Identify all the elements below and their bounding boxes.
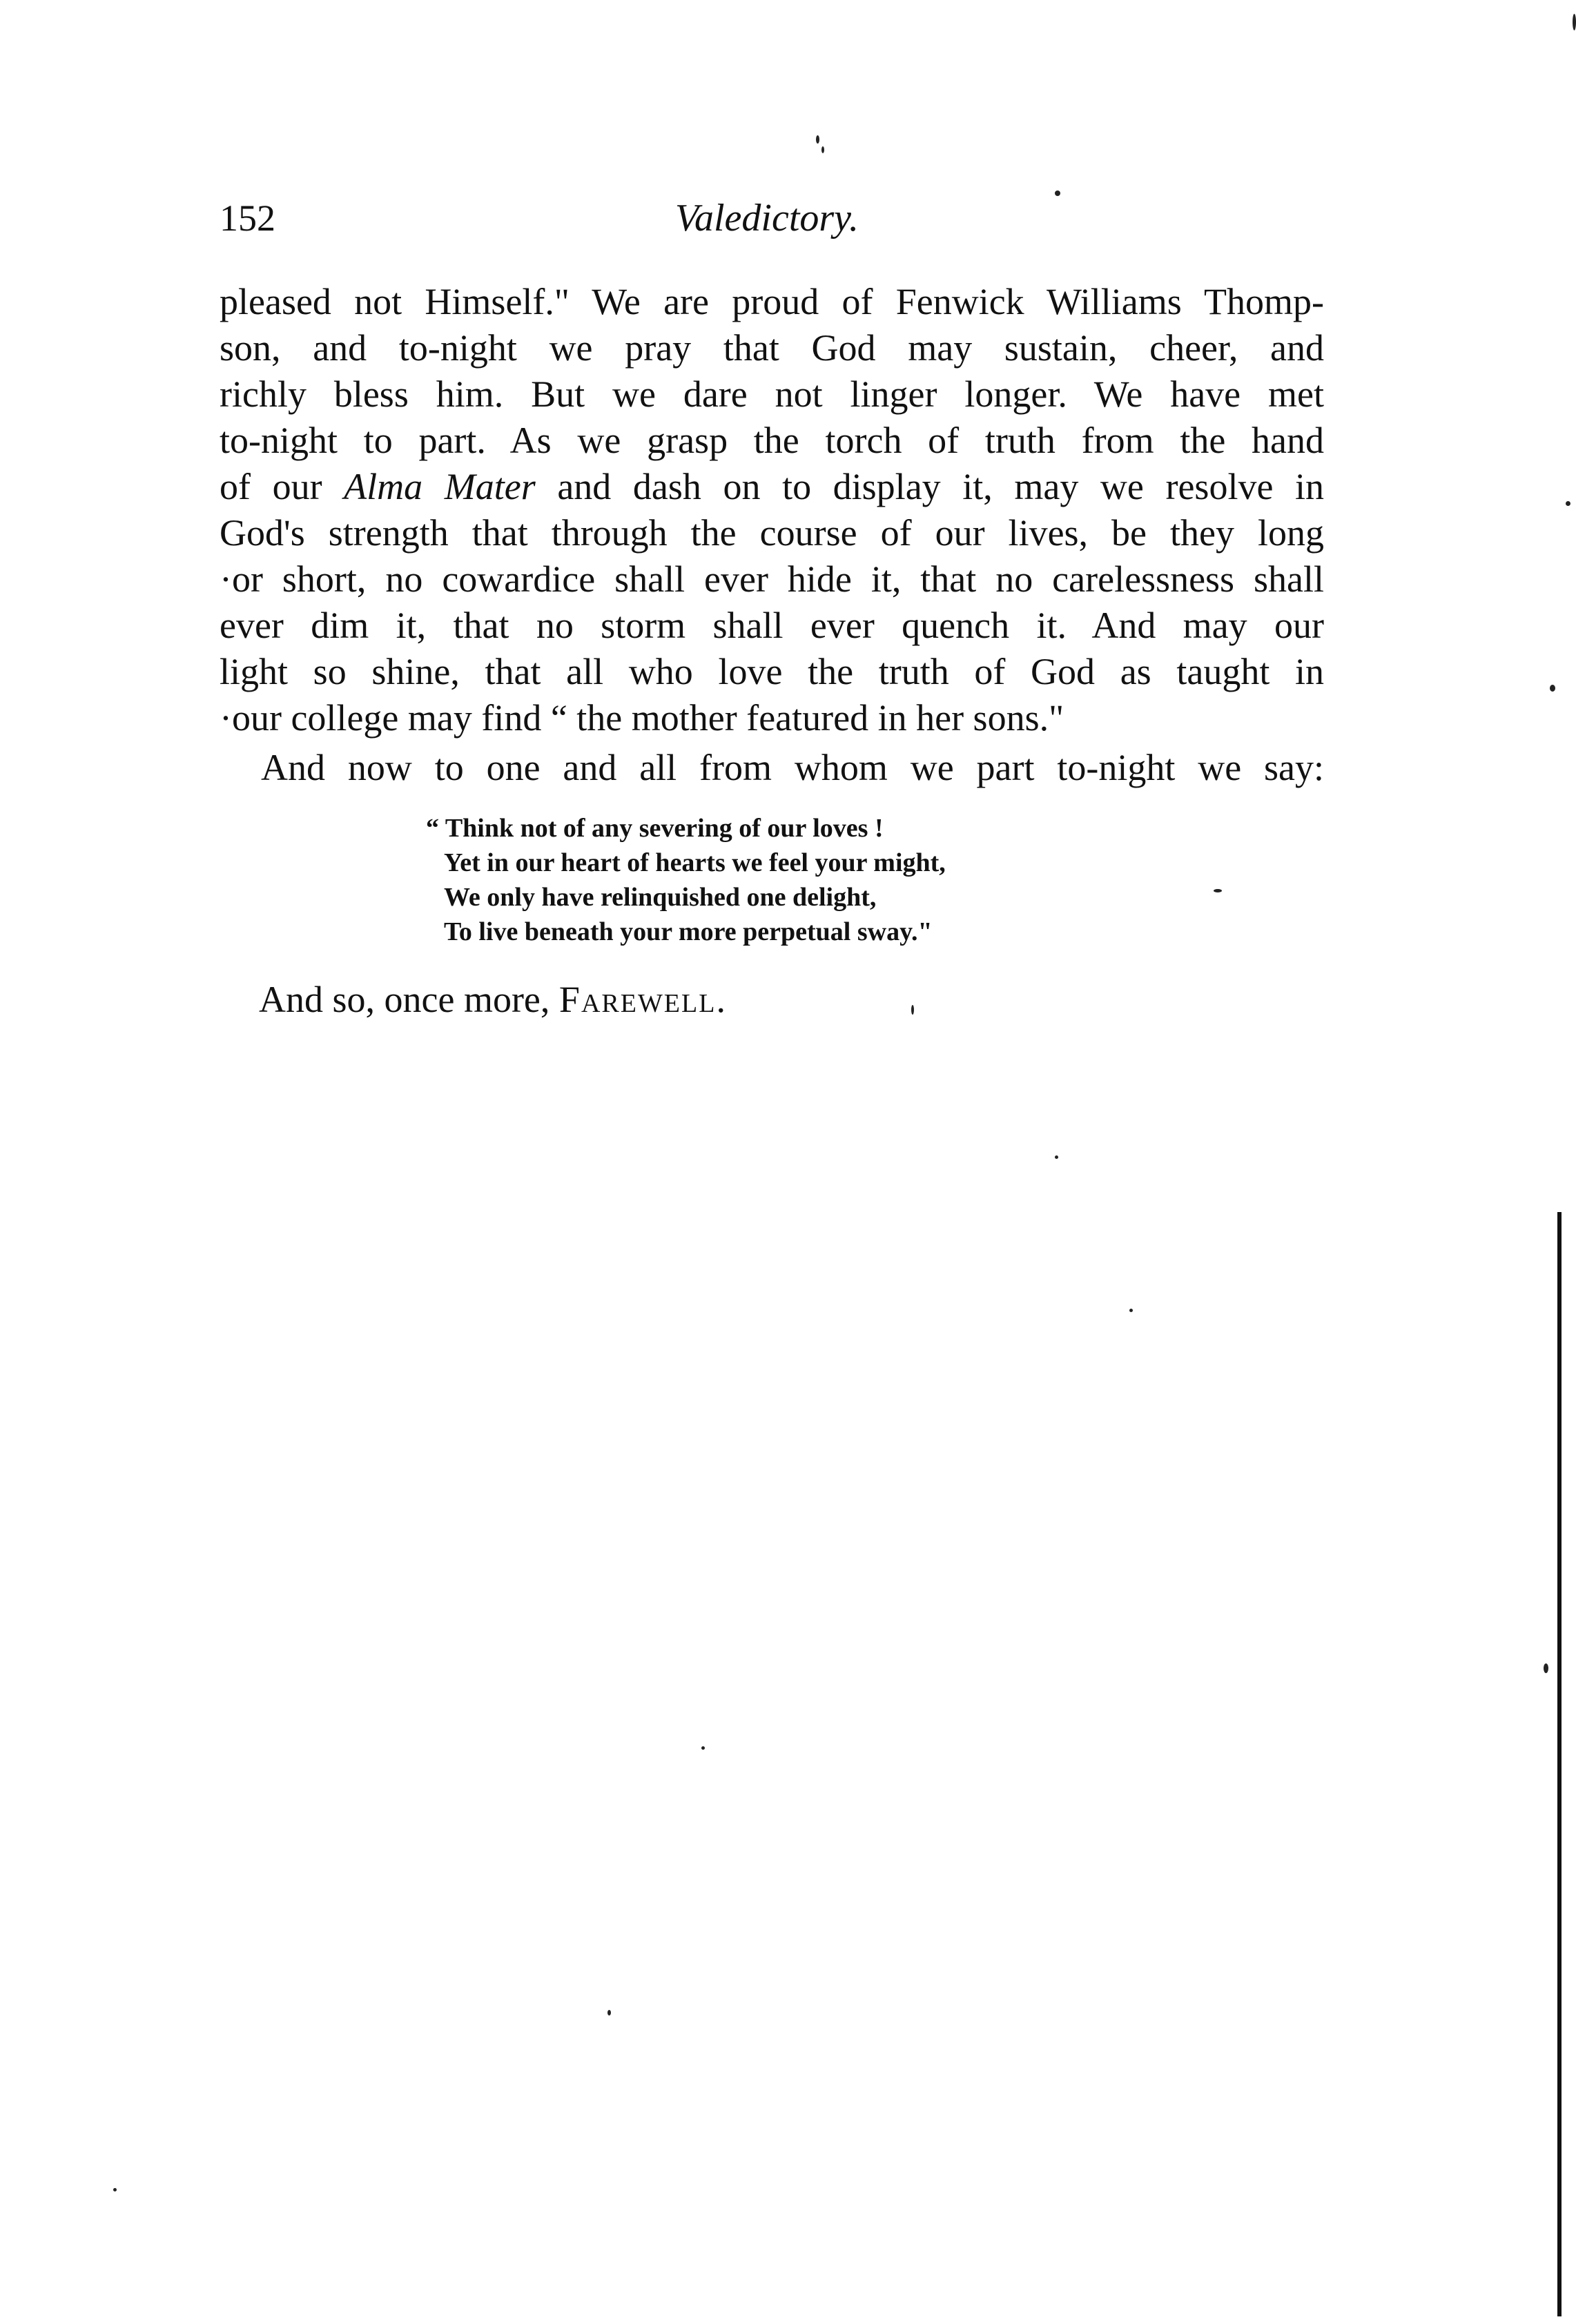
page-edge-line: [1557, 1212, 1562, 2316]
running-head: Valedictory.: [675, 197, 859, 240]
closing-line: [259, 977, 727, 1023]
text-line: light so shine, that all who love the truth of God as taught in: [220, 651, 1324, 692]
text-line: [220, 464, 1324, 510]
text-line: ·or short, no cowardice shall ever hide it, that no carelessness shall: [220, 558, 1324, 600]
scan-speck: [1214, 889, 1222, 892]
text-line: ·our college may find “ the mother featured in her sons.": [220, 697, 1064, 739]
closing-text: And so, once more,: [259, 979, 559, 1020]
page-number: 152: [220, 197, 275, 239]
text-line: God's strength that through the course of our lives, be they long: [220, 512, 1324, 554]
scan-speck: [607, 2010, 611, 2015]
text-fragment: of our: [220, 466, 344, 507]
poem-quote: [426, 811, 946, 949]
scan-speck: [1573, 14, 1576, 30]
farewell-smallcaps: Farewell.: [558, 979, 727, 1020]
poem-line: Yet in our heart of hearts we feel your might,: [444, 848, 946, 877]
scan-speck: [1129, 1309, 1133, 1312]
scan-speck: [1550, 685, 1555, 692]
poem-line: We only have relinquished one delight,: [444, 883, 877, 912]
scan-speck: [911, 1005, 914, 1015]
text-line: richly bless him. But we dare not linger longer. We have met: [220, 373, 1324, 415]
text-line: son, and to-night we pray that God may sustain, cheer, and: [220, 327, 1324, 369]
scan-speck: [701, 1746, 705, 1750]
alma-mater-italic: Alma Mater: [344, 466, 536, 507]
text-line: And now to one and all from whom we part to-night we say:: [261, 747, 1324, 788]
text-fragment: and dash on to display it, may we resolve in: [535, 466, 1325, 507]
scan-speck: [1055, 1155, 1058, 1159]
text-line: pleased not Himself." We are proud of Fenwick Williams Thomp-: [220, 281, 1324, 322]
paragraph-1: [220, 279, 1324, 741]
scan-speck: [1055, 191, 1060, 196]
scan-speck: [821, 146, 824, 153]
scan-speck: [113, 2188, 117, 2191]
scan-speck: [1544, 1663, 1548, 1673]
poem-line: To live beneath your more perpetual sway.": [444, 917, 933, 946]
scan-speck: [816, 135, 819, 144]
text-line: to-night to part. As we grasp the torch of truth from the hand: [220, 420, 1324, 461]
scan-speck: [1566, 501, 1570, 506]
paragraph-2: [220, 745, 1324, 791]
text-line: ever dim it, that no storm shall ever quench it. And may our: [220, 605, 1324, 646]
poem-line: “ Think not of any severing of our loves !: [426, 814, 884, 843]
